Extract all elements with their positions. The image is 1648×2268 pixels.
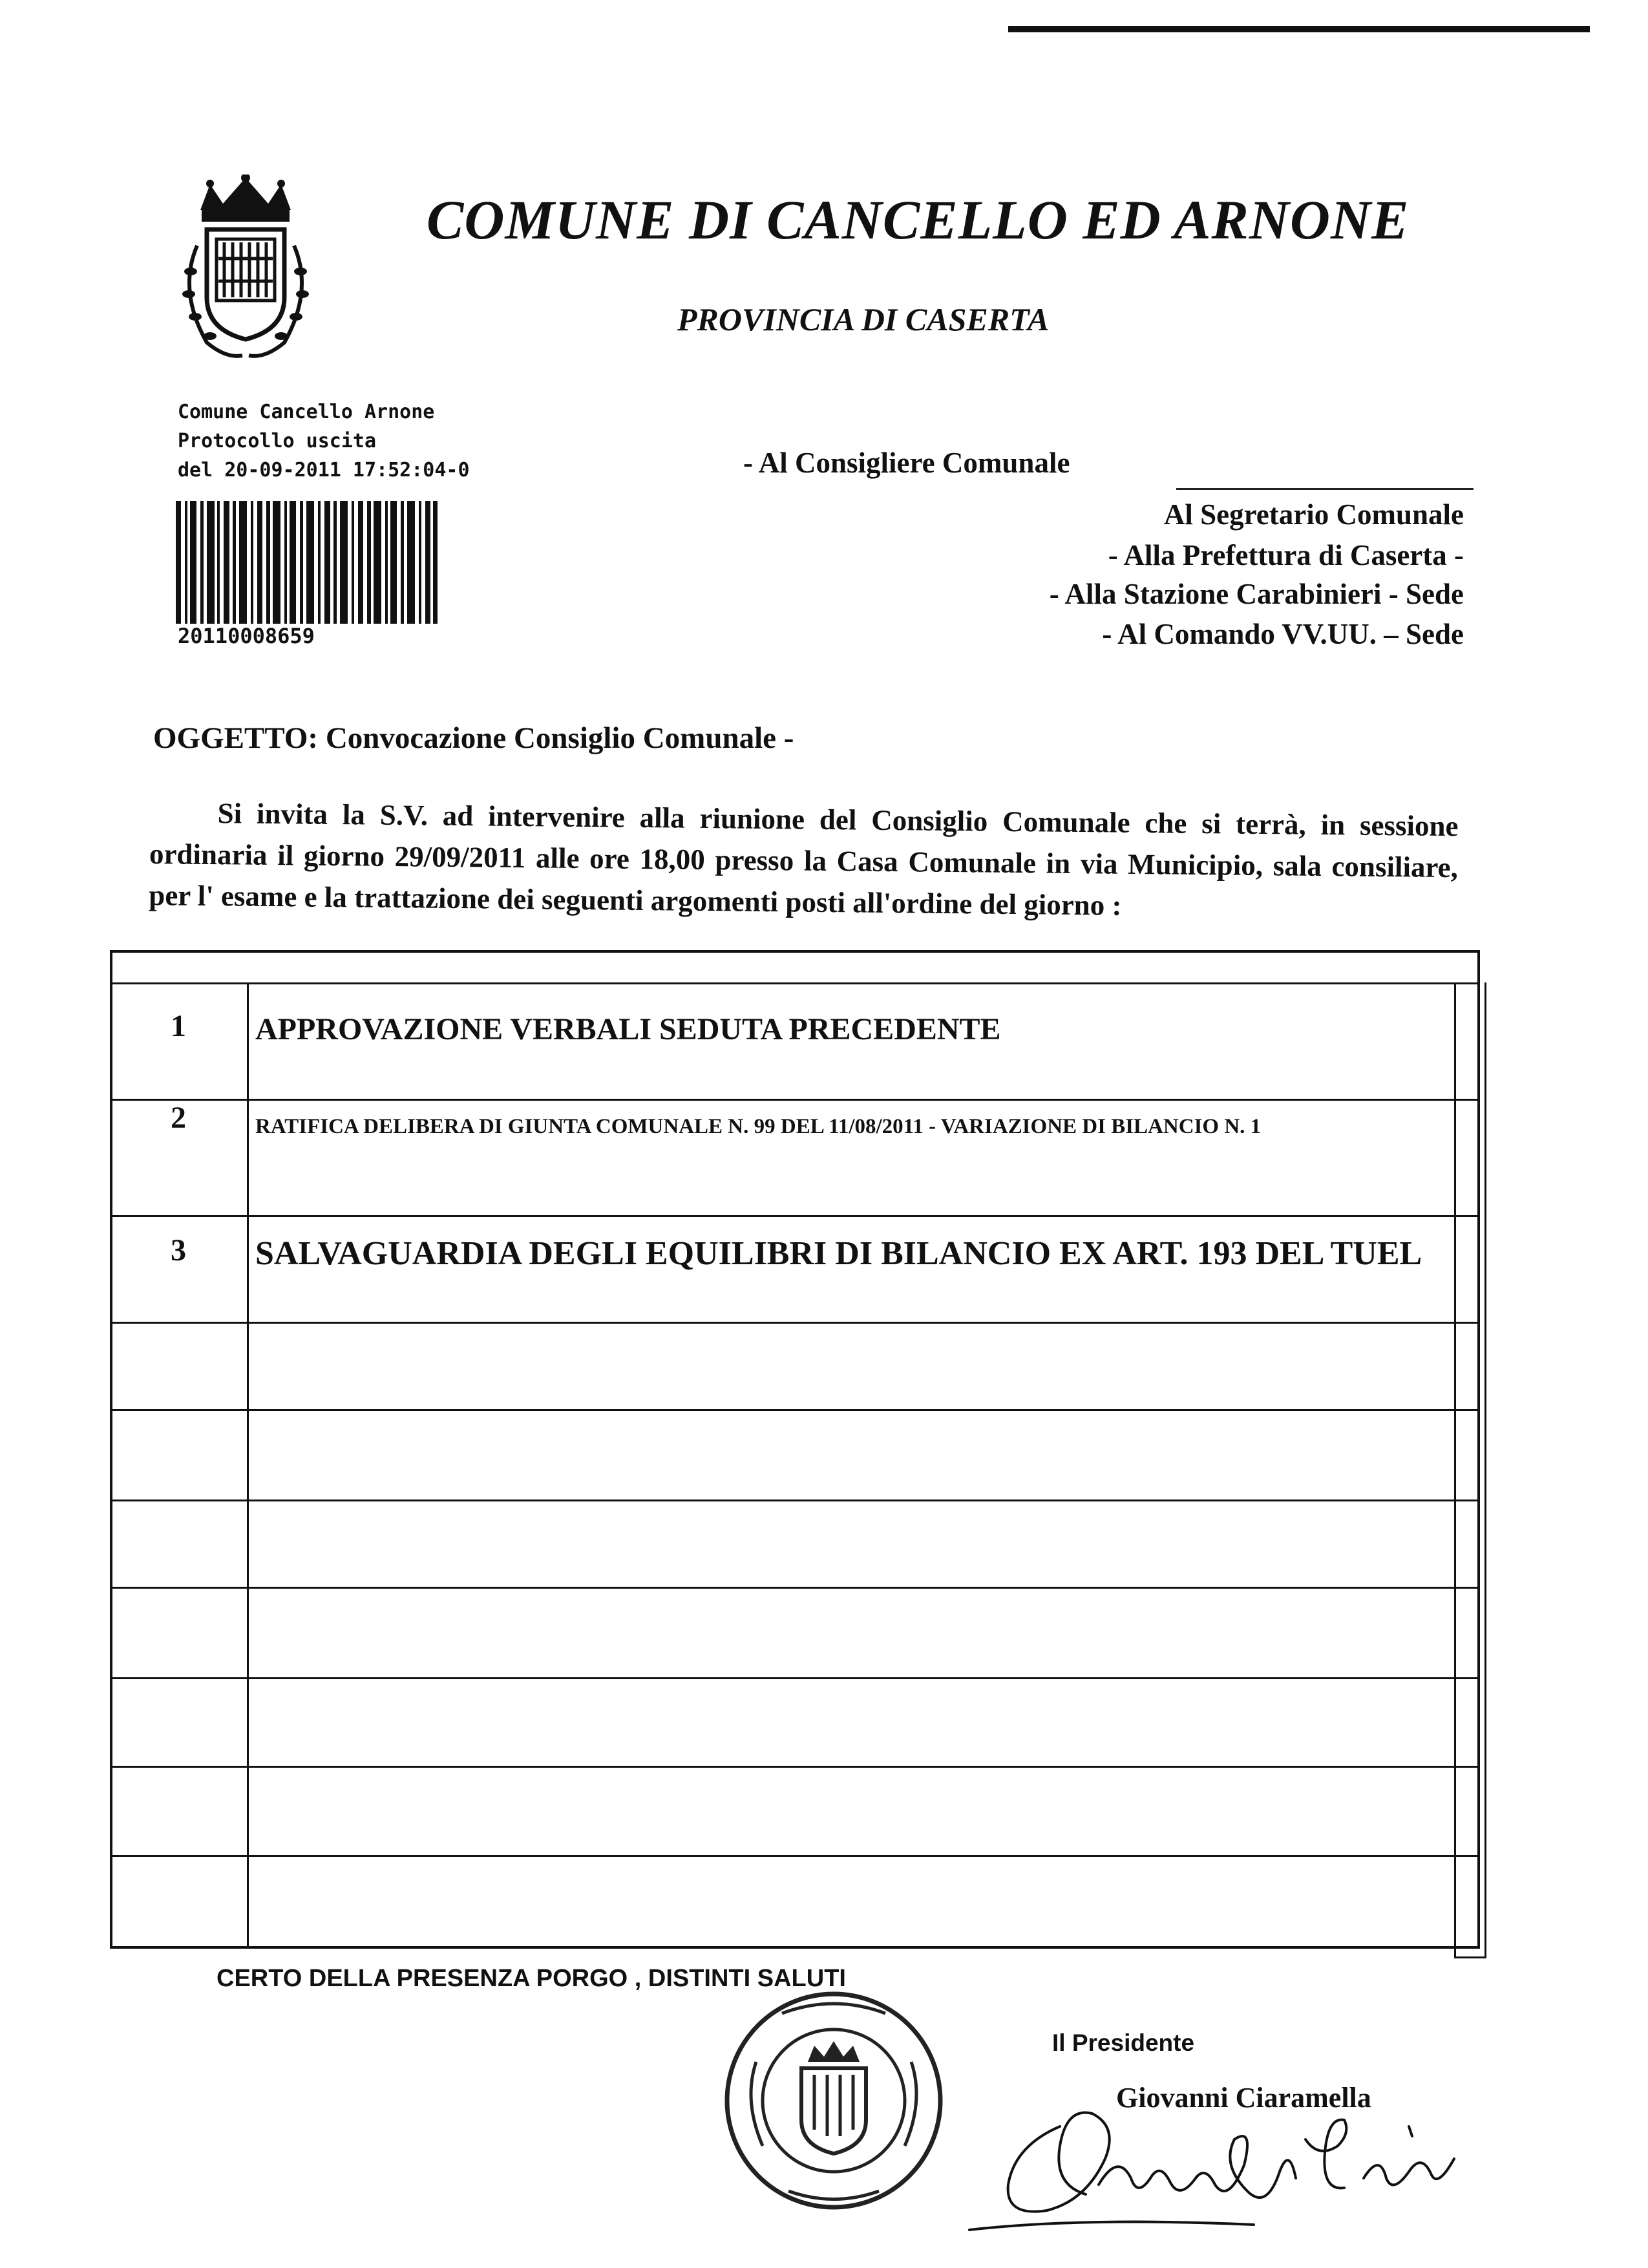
protocol-line-3: del 20-09-2011 17:52:04-0 [178, 459, 470, 482]
body-paragraph: Si invita la S.V. ad intervenire alla riunione del Consiglio Comunale che si terrà, in sessione ordinaria il giorno 29/09/2011 alle ore 18,00 presso la Casa Comunale in via Municipio, sala consiliare, per l' esame e la trattazione dei seguenti argomenti posti all'ordine del giorno : [149, 797, 1459, 922]
recipient-prefecture: - Alla Prefettura di Caserta - [1108, 539, 1464, 571]
agenda-number: 3 [171, 1233, 186, 1267]
closing-line: CERTO DELLA PRESENZA PORGO , DISTINTI SALUTI [217, 1965, 846, 1992]
recipient-carabinieri: - Alla Stazione Carabinieri - Sede [1049, 578, 1464, 610]
recipient-police: - Al Comando VV.UU. – Sede [1102, 618, 1464, 650]
barcode-number: 20110008659 [178, 624, 315, 648]
recipient-underline [1176, 488, 1474, 490]
signature-role: Il Presidente [1052, 2030, 1195, 2056]
top-rule [1008, 26, 1590, 32]
page-subtitle: PROVINCIA DI CASERTA [677, 301, 1050, 337]
handwritten-signature [956, 2055, 1461, 2249]
barcode-icon [176, 501, 438, 624]
agenda-item-text: APPROVAZIONE VERBALI SEDUTA PRECEDENTE [255, 1012, 1001, 1046]
agenda-table [110, 950, 1483, 1952]
agenda-number: 2 [171, 1101, 186, 1135]
official-seal-icon [711, 1984, 956, 2217]
signature-name: Giovanni Ciaramella [1116, 2082, 1371, 2114]
agenda-item-text: SALVAGUARDIA DEGLI EQUILIBRI DI BILANCIO EX ART. 193 DEL TUEL [255, 1235, 1422, 1272]
recipient-councillor: - Al Consigliere Comunale [743, 447, 1070, 479]
protocol-line-2: Protocollo uscita [178, 430, 377, 452]
protocol-line-1: Comune Cancello Arnone [178, 401, 435, 423]
municipal-crest-icon [162, 175, 330, 368]
protocol-stamp [178, 397, 470, 485]
subject-line: OGGETTO: Convocazione Consiglio Comunale - [153, 721, 794, 755]
recipient-secretary: Al Segretario Comunale [1163, 498, 1464, 531]
agenda-item-text: RATIFICA DELIBERA DI GIUNTA COMUNALE N. 99 DEL 11/08/2011 - VARIAZIONE DI BILANCIO N. 1 [255, 1115, 1262, 1138]
agenda-number: 1 [171, 1009, 186, 1043]
page-title: COMUNE DI CANCELLO ED ARNONE [427, 189, 1410, 251]
